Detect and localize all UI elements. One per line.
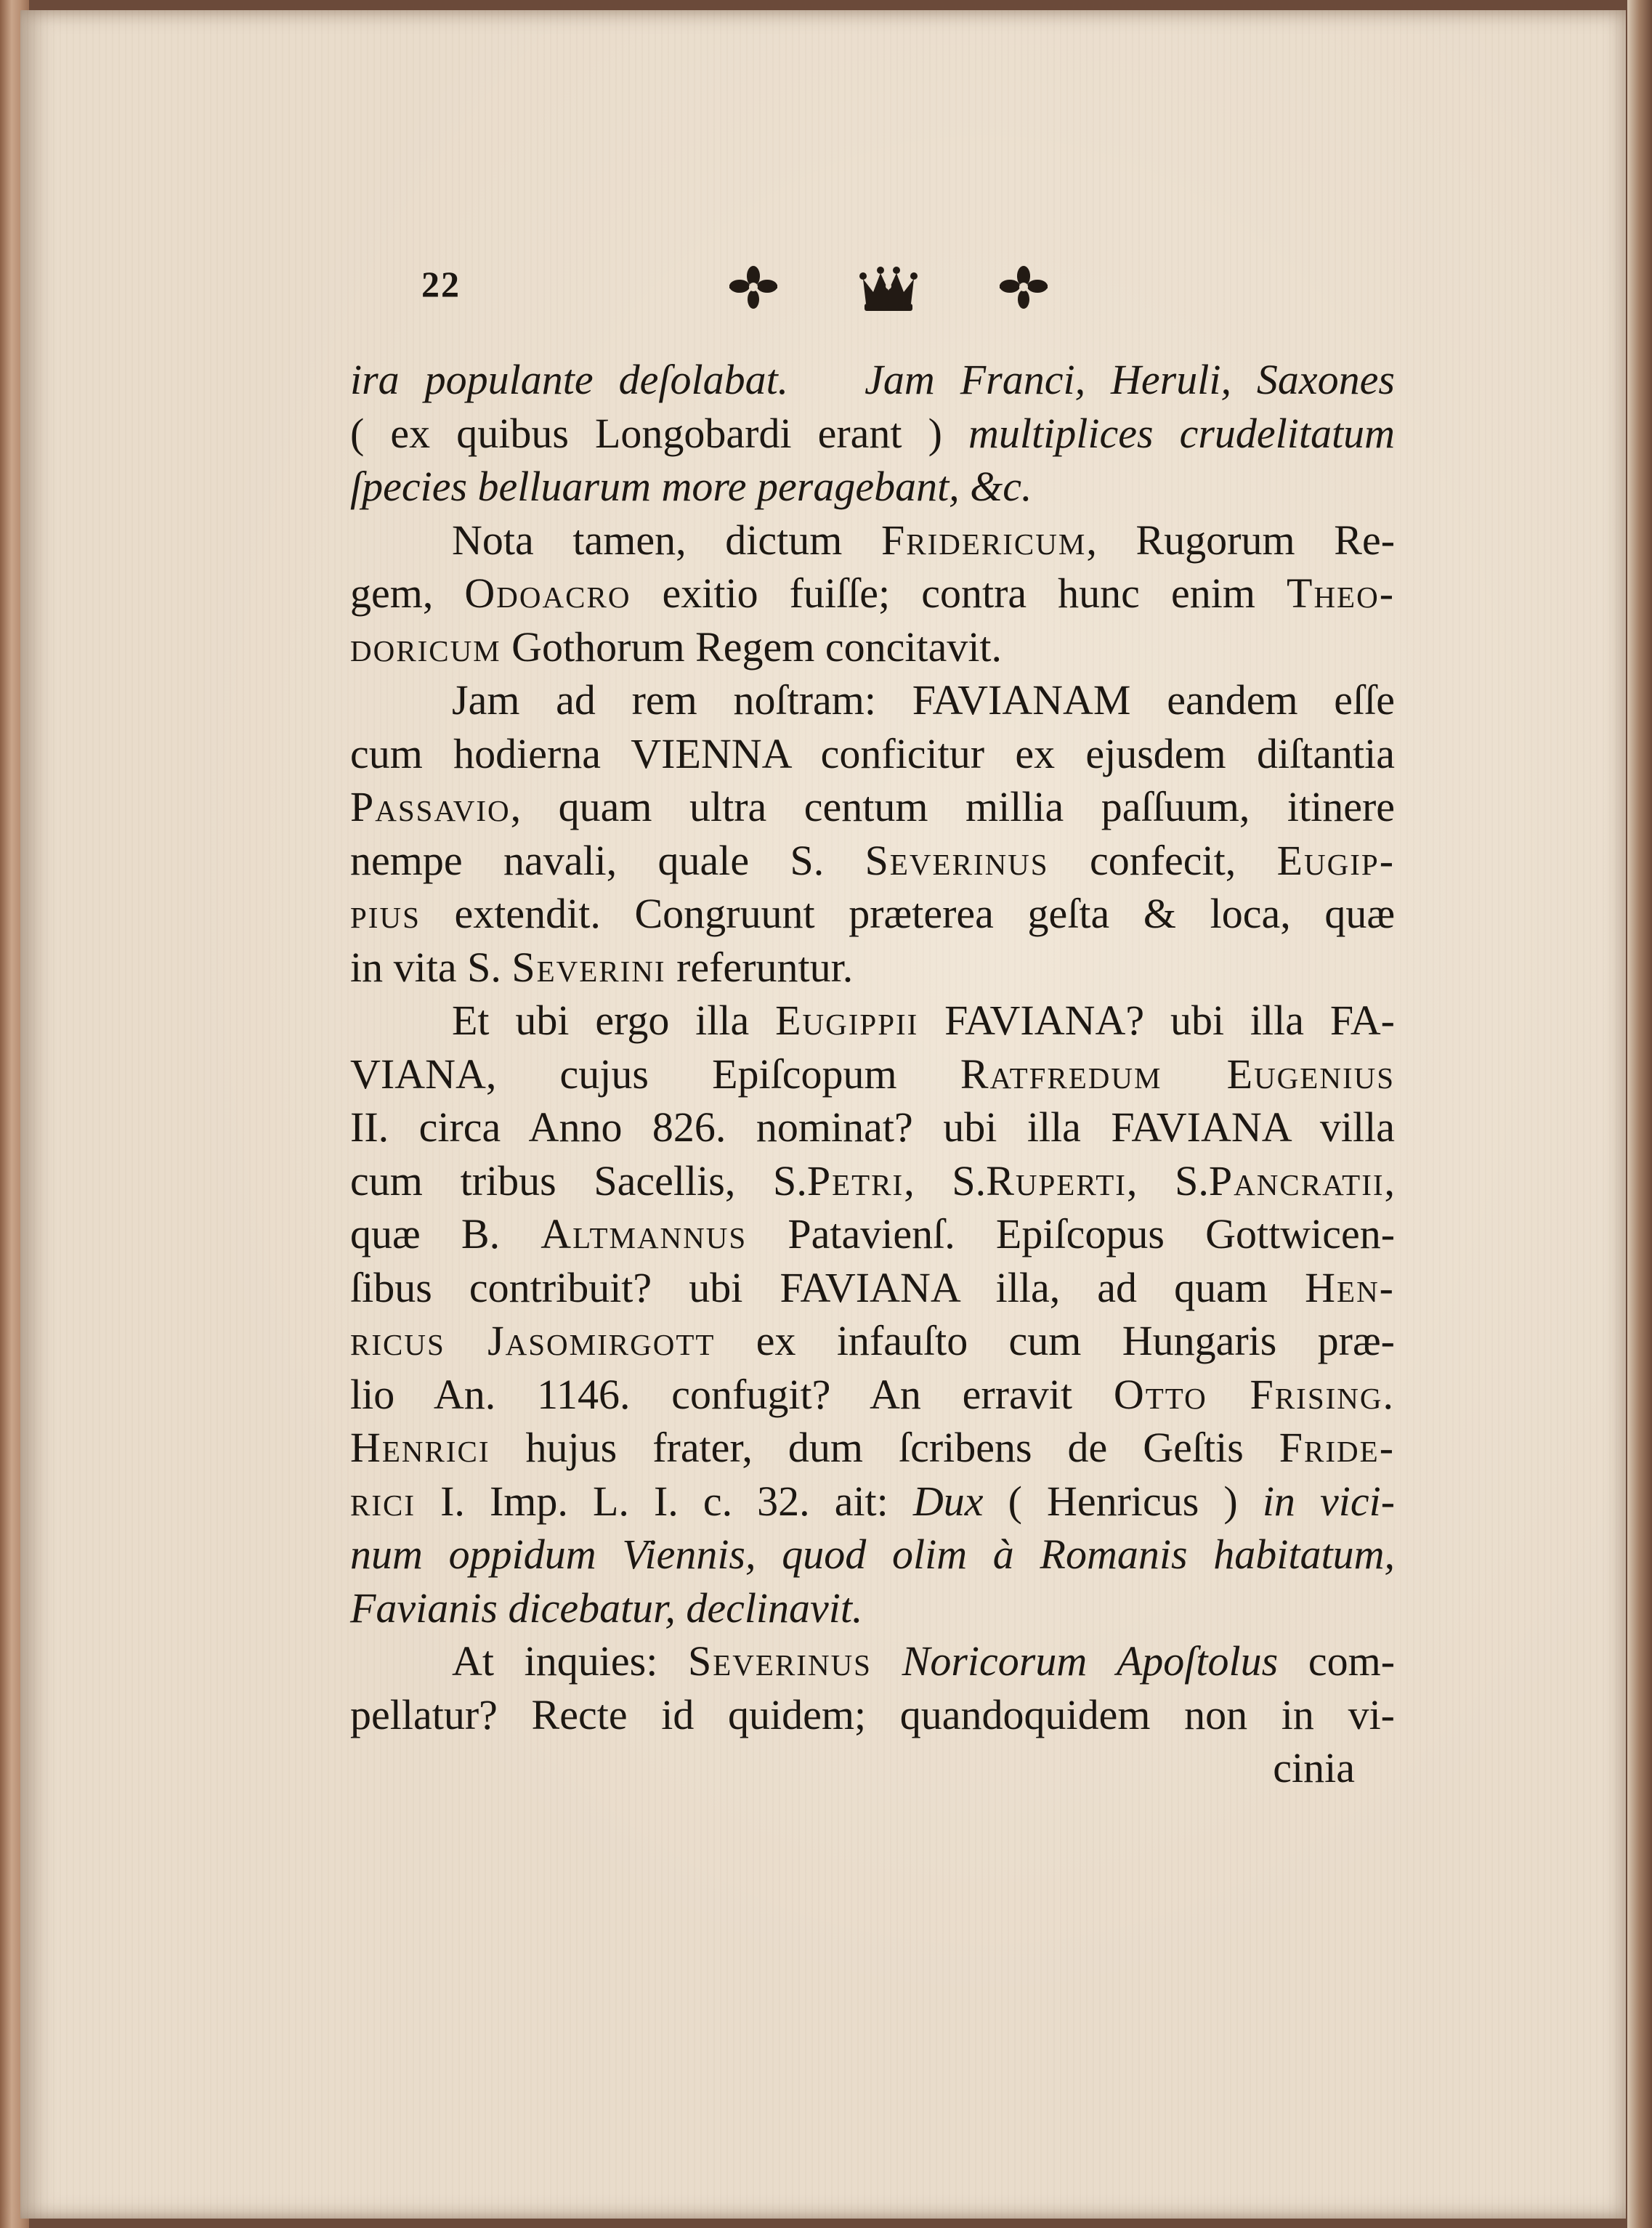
fleuron-icon [995,263,1052,314]
text-line: quæ B. Altmannus Patavienſ. Epiſcopus Gottwicen- [350,1210,1396,1257]
page-number: 22 [421,264,461,304]
text-line: II. circa Anno 826. nominat? ubi illa FAVIANA villa [350,1103,1395,1151]
text-line: Passavio, quam ultra centum millia paſſuum, itinere [350,783,1395,830]
text-line: Favianis dicebatur, declinavit. [350,1584,863,1632]
text-line: num oppidum Viennis, quod olim à Romanis habitatum, [350,1531,1395,1578]
text-line: cum tribus Sacellis, S.Petri, S.Ruperti, S.Pancratii, [350,1156,1396,1204]
text-line: ricus Jasomirgott ex infauſto cum Hungaris præ- [350,1317,1395,1364]
text-line: ſpecies belluarum more peragebant, &c. [350,463,1032,510]
text-line: rici I. Imp. L. I. c. 32. ait: Dux ( Henricus ) in vici- [350,1477,1396,1525]
body-text [350,353,1395,1795]
paragraph-start: Nota tamen, dictum Fridericum, Rugorum Re- [452,516,1396,564]
crown-icon [857,263,920,314]
paragraph-start: Jam ad rem noſtram: FAVIANAM eandem eſſe [452,676,1395,724]
text-line: Henrici hujus frater, dum ſcribens de Geſtis Fride- [350,1424,1396,1471]
text-line: pellatur? Recte id quidem; quandoquidem non in vi- [350,1690,1395,1738]
text-line: ſibus contribuit? ubi FAVIANA illa, ad quam Hen- [350,1263,1395,1311]
text-line: ( ex quibus Longobardi erant ) multiplices crudelitatum [350,409,1396,457]
text-line: doricum Gothorum Regem concitavit. [350,623,1003,671]
paragraph-start: Et ubi ergo illa Eugippii FAVIANA? ubi illa FA- [452,997,1395,1044]
text-line: gem, Odoacro exitio fuiſſe; contra hunc enim Theo- [350,570,1396,617]
book-gutter-edge [1627,0,1652,2228]
text-line: in vita S. Severini referuntur. [350,943,854,991]
text-line: nempe navali, quale S. Severinus confecit, Eugip- [350,836,1396,884]
running-header [421,263,1380,314]
paragraph-start: At inquies: Severinus Noricorum Apoſtolus com- [452,1637,1396,1685]
text-line: lio An. 1146. confugit? An erravit Otto Frising. [350,1370,1395,1418]
text-line: cum hodierna VIENNA conficitur ex ejusdem diſtantia [350,729,1395,777]
text-line: pius extendit. Congruunt præterea geſta & loca, quæ [350,890,1396,937]
catchword: cinia [1273,1744,1355,1791]
fleuron-icon [725,263,782,314]
text-line: ira populante deſolabat. Jam Franci, Heruli, Saxones [350,356,1395,403]
text-line: VIANA, cujus Epiſcopum Ratfredum Eugenius [350,1050,1396,1098]
